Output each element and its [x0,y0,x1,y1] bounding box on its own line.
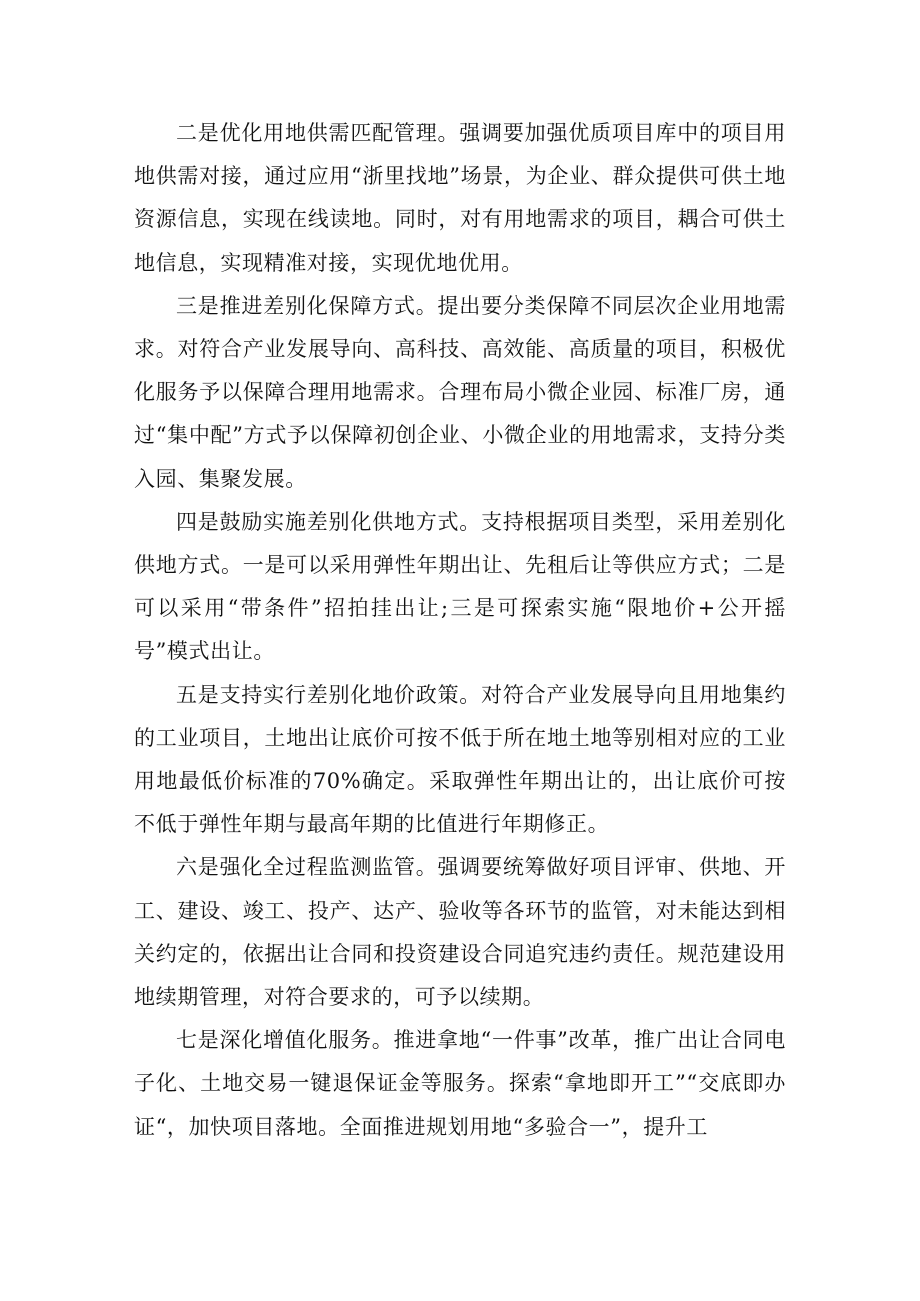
paragraph-whole-process-supervision: 六是强化全过程监测监管。强调要统筹做好项目评审、供地、开工、建设、竣工、投产、达产、验收等各环节的监管，对未能达到相关约定的，依据出让合同和投资建设合同追究违约责任。规范建设用地续期管理，对符合要求的，可予以续期。 [134,855,786,1010]
paragraph-value-added-services: 七是深化增值化服务。推进拿地“一件事”改革，推广出让合同电子化、土地交易一键退保证金等服务。探索“拿地即开工”“交底即办证“，加快项目落地。全面推进规划用地“多验合一”，提升工 [134,1028,786,1139]
document-body [134,112,786,1149]
paragraph-differentiated-guarantee: 三是推进差别化保障方式。提出要分类保障不同层次企业用地需求。对符合产业发展导向、高科技、高效能、高质量的项目，积极优化服务予以保障合理用地需求。合理布局小微企业园、标准厂房，通过“集中配”方式予以保障初创企业、小微企业的用地需求，支持分类入园、集聚发展。 [134,293,786,491]
paragraph-differentiated-land-supply: 四是鼓励实施差别化供地方式。支持根据项目类型，采用差别化供地方式。一是可以采用弹性年期出让、先租后让等供应方式；二是可以采用“带条件”招拍挂出让;三是可探索实施“限地价+公开摇号”模式出让。 [134,509,786,664]
paragraph-optimize-land-supply-demand: 二是优化用地供需匹配管理。强调要加强优质项目库中的项目用地供需对接，通过应用“浙里找地”场景，为企业、群众提供可供土地资源信息，实现在线读地。同时，对有用地需求的项目，耦合可供土地信息，实现精准对接，实现优地优用。 [134,121,786,275]
paragraph-differentiated-land-price: 五是支持实行差别化地价政策。对符合产业发展导向且用地集约的工业项目，土地出让底价可按不低于所在地土地等别相对应的工业用地最低价标准的70%确定。采取弹性年期出让的，出让底价可按不低于弹性年期与最高年期的比值进行年期修正。 [134,682,786,837]
